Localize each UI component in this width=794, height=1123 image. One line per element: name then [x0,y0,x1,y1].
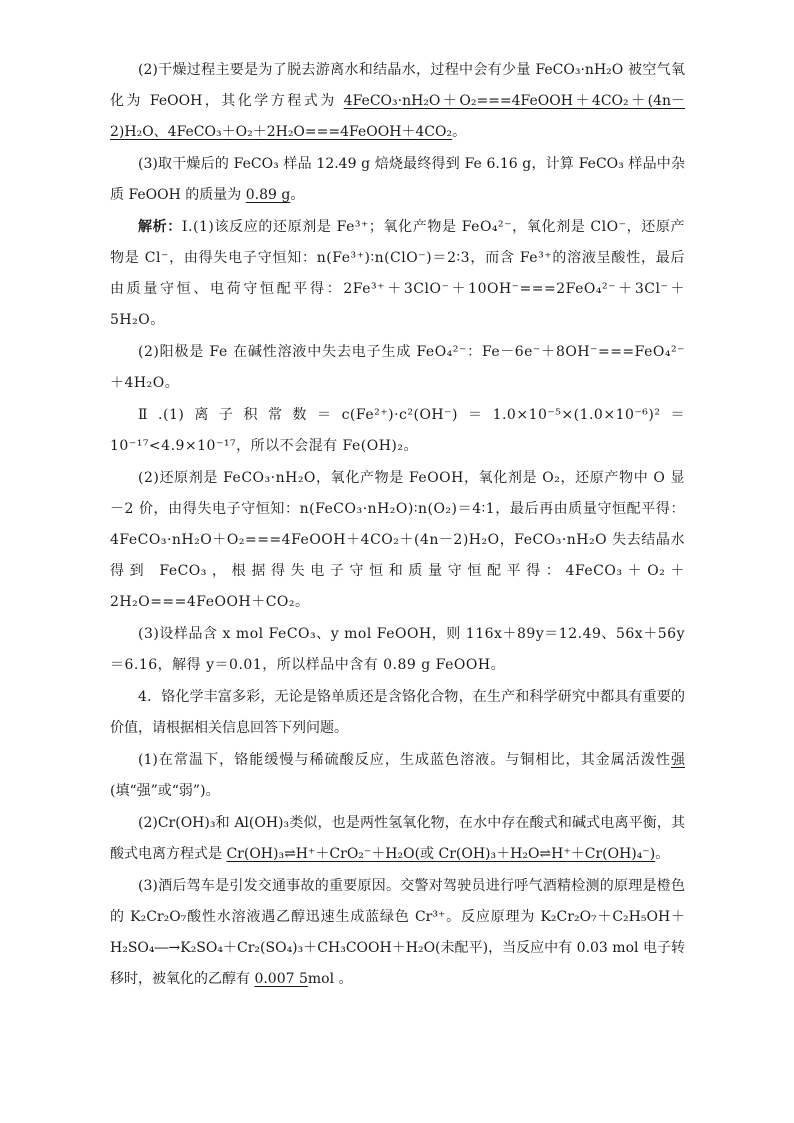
problem4-q2-end: 。 [655,846,670,862]
analysis-paragraph-3: Ⅱ.(1)离子积常数＝c(Fe²⁺)·c²(OH⁻)＝1.0×10⁻⁵×(1.0×10⁻⁶)²＝10⁻¹⁷<4.9×10⁻¹⁷，所以不会混有 Fe(OH)₂。 [110,407,685,454]
problem4-q2-intro: (2)Cr(OH)₃和 Al(OH)₃类似，也是两性氢氧化物，在水中存在酸式和碱式电离平衡，其酸式电离方程式是 [110,815,685,862]
problem4-q2-answer: Cr(OH)₃⇌H⁺＋CrO₂⁻＋H₂O(或 Cr(OH)₃＋H₂O⇌H⁺＋Cr(OH)₄⁻) [226,846,656,862]
problem3-part2 [110,55,685,148]
problem3-part3-end: 。 [290,187,305,203]
problem4-q3-intro: (3)酒后驾车是引发交通事故的重要原因。交警对驾驶员进行呼气酒精检测的原理是橙色的 K₂Cr₂O₇酸性水溶液遇乙醇迅速生成蓝绿色 Cr³⁺。反应原理为 K₂Cr₂O₇＋C₂H₅OH＋H₂SO₄―→K₂SO₄＋Cr₂(SO₄)₃＋CH₃COOH＋H₂O(未配平)，当反应中有 0.03 mol 电子转移时，被氧化的乙醇有 [110,878,685,987]
problem4-question1 [110,745,685,807]
analysis-paragraph-5: (3)设样品含 x mol FeCO₃、y mol FeOOH，则 116x＋89y＝12.49、56x＋56y＝6.16，解得 y＝0.01，所以样品中含有 0.89 g FeOOH。 [110,626,685,673]
analysis-label: 解析： [138,219,182,235]
problem4-q1-intro: (1)在常温下，铬能缓慢与稀硫酸反应，生成蓝色溶液。与铜相比，其金属活泼性 [138,752,671,768]
problem4-q3-end: mol 。 [307,971,353,987]
problem3-part3-intro: (3)取干燥后的 FeCO₃ 样品 12.49 g 焙烧最终得到 Fe 6.16 g，计算 FeCO₃ 样品中杂质 FeOOH 的质量为 [110,156,685,203]
analysis-paragraph-4: (2)还原剂是 FeCO₃·nH₂O，氧化产物是 FeOOH，氧化剂是 O₂，还原产物中 O 显－2 价，由得失电子守恒知：n(FeCO₃·nH₂O)∶n(O₂)＝4∶1，最后再由质量守恒配平得：4FeCO₃·nH₂O＋O₂===4FeOOH＋4CO₂＋(4n－2)H₂O，FeCO₃·nH₂O 失去结晶水得到 FeCO₃，根据得失电子守恒和质量守恒配平得：4FeCO₃＋O₂＋2H₂O===4FeOOH＋CO₂。 [110,470,685,610]
problem3-part2-intro: (2)干燥过程主要是为了脱去游离水和结晶水，过程中会有少量 FeCO₃·nH₂O 被空气氧化为 FeOOH，其化学方程式为 [110,62,685,109]
analysis-text-1: Ⅰ.(1)该反应的还原剂是 Fe³⁺；氧化产物是 FeO₄²⁻，氧化剂是 ClO⁻，还原产物是 Cl⁻，由得失电子守恒知：n(Fe³⁺)∶n(ClO⁻)＝2∶3，而含 Fe³⁺的溶液呈酸性，最后由质量守恒、电荷守恒配平得：2Fe³⁺＋3ClO⁻＋10OH⁻===2FeO₄²⁻＋3Cl⁻＋5H₂O。 [110,219,686,328]
problem4-question2 [110,808,685,870]
problem4-question3 [110,871,685,995]
problem4-q1-answer: 强 [671,752,685,768]
analysis-paragraph-1 [110,212,685,336]
analysis-paragraph-2: (2)阳极是 Fe 在碱性溶液中失去电子生成 FeO₄²⁻：Fe－6e⁻＋8OH⁻===FeO₄²⁻＋4H₂O。 [110,344,685,391]
document-page [110,55,685,996]
problem3-part3 [110,149,685,211]
problem4-q3-answer: 0.007 5 [254,971,308,987]
problem3-part2-end: 。 [452,124,467,140]
problem3-part2-answer: 4FeCO₃·nH₂O＋O₂===4FeOOH＋4CO₂＋(4n－2)H₂O、4FeCO₃＋O₂＋2H₂O===4FeOOH＋4CO₂ [110,93,685,140]
problem4-q1-end: (填“强”或“弱”)。 [110,783,220,799]
problem3-part3-answer: 0.89 g [245,187,291,203]
problem4-stem: 4．铬化学丰富多彩，无论是铬单质还是含铬化合物，在生产和科学研究中都具有重要的价值，请根据相关信息回答下列问题。 [110,689,685,736]
